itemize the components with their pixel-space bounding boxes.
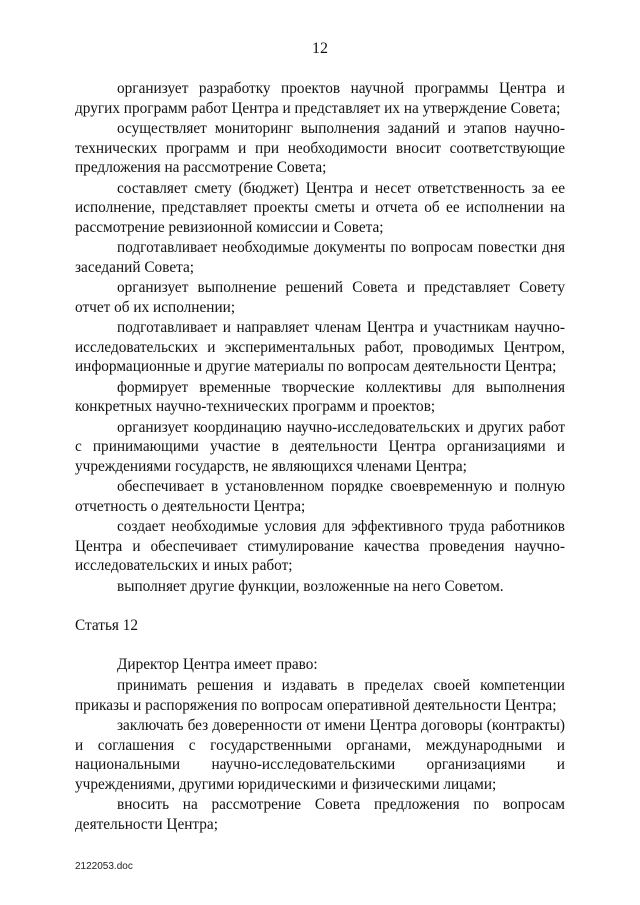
duty-paragraph: выполняет другие функции, возложенные на него Советом. [117, 577, 504, 595]
duty-paragraph: организует разработку проектов научной программы Центра и других программ работ Центра и представляет их на утверждение Совета; [75, 80, 565, 117]
page-number: 12 [312, 40, 328, 57]
duty-paragraph: создает необходимые условия для эффективного труда работников Центра и обеспечивает стимулирование качества проведения научно-исследовательских и иных работ; [75, 518, 565, 574]
duty-paragraph: обеспечивает в установленном порядке своевременную и полную отчетность о деятельности Центра; [75, 478, 565, 515]
right-paragraph: принимать решения и издавать в пределах своей компетенции приказы и распоряжения по вопросам оперативной деятельности Центра; [75, 677, 565, 714]
duty-paragraph: подготавливает и направляет членам Центра и участникам научно-исследовательских и экспериментальных работ, проводимых Центром, информационные и другие материалы по вопросам деятельности Центра; [75, 319, 565, 375]
duty-paragraph: формирует временные творческие коллективы для выполнения конкретных научно-технических программ и проектов; [75, 378, 565, 415]
duty-paragraph: организует координацию научно-исследовательских и других работ с принимающими участие в деятельности Центра организациями и учреждениями государств, не являющихся членами Центра; [75, 418, 565, 475]
duty-paragraph: организует выполнение решений Совета и представляет Совету отчет об их исполнении; [75, 279, 565, 316]
duty-paragraph: подготавливает необходимые документы по вопросам повестки дня заседаний Совета; [75, 239, 565, 276]
document-body [75, 79, 565, 835]
duty-paragraph: осуществляет мониторинг выполнения заданий и этапов научно-технических программ и при необходимости вносит соответствующие предложения на рассмотрение Совета; [75, 120, 565, 176]
duty-paragraph: составляет смету (бюджет) Центра и несет ответственность за ее исполнение, представляет проекты сметы и отчета об ее исполнении на рассмотрение ревизионной комиссии и Совета; [75, 179, 565, 236]
right-paragraph: вносить на рассмотрение Совета предложения по вопросам деятельности Центра; [75, 796, 565, 833]
article-heading: Статья 12 [75, 617, 139, 634]
right-paragraph: заключать без доверенности от имени Центра договоры (контракты) и соглашения с государственными органами, международными и национальными научно-исследовательскими организациями и учреждениями, другими юридическими и физическими лицами; [75, 717, 565, 793]
article-lead: Директор Центра имеет право: [117, 655, 318, 673]
footer-filename: 2122053.doc [75, 861, 133, 872]
